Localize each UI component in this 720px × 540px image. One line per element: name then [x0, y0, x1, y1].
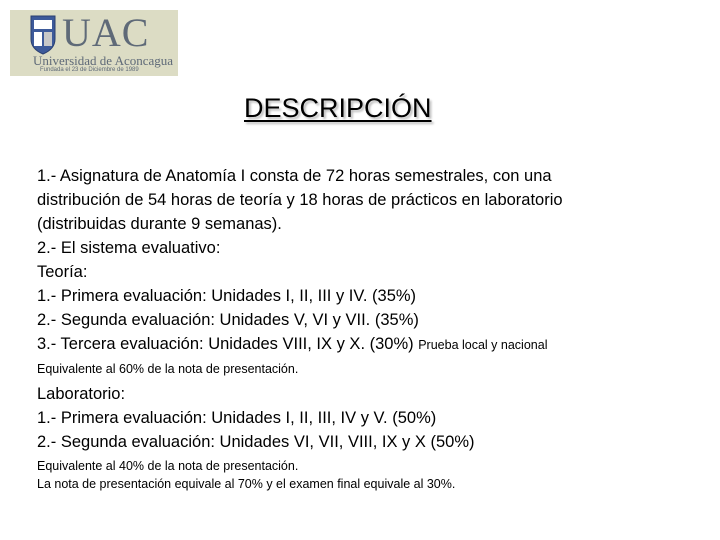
exam-type-note: Prueba local y nacional — [418, 338, 548, 352]
logo-letters: UAC — [62, 10, 150, 55]
logo-university-name: Universidad de Aconcagua — [33, 53, 174, 68]
text-line: 1.- Primera evaluación: Unidades I, II, III, IV y V. (50%) — [37, 409, 437, 427]
section-heading-teoria: Teoría: — [37, 263, 88, 281]
description-body — [37, 164, 707, 493]
university-logo — [10, 10, 178, 76]
section-heading-laboratorio: Laboratorio: — [37, 385, 126, 403]
text-line: 1.- Asignatura de Anatomía I consta de 72 horas semestrales, con una — [37, 167, 552, 185]
text-line: 2.- Segunda evaluación: Unidades VI, VII, VIII, IX y X (50%) — [37, 433, 475, 451]
text-line: 1.- Primera evaluación: Unidades I, II, III y IV. (35%) — [37, 287, 417, 305]
text-line: (distribuidas durante 9 semanas). — [37, 215, 282, 233]
text-line: 2.- Segunda evaluación: Unidades V, VI y VII. (35%) — [37, 311, 419, 329]
text-line: distribución de 54 horas de teoría y 18 horas de prácticos en laboratorio — [37, 191, 563, 209]
shield-icon — [30, 15, 56, 55]
text-line: 2.- El sistema evaluativo: — [37, 239, 221, 257]
weight-note: Equivalente al 40% de la nota de presentación. — [37, 459, 299, 473]
logo-founded-date: Fundada el 23 de Diciembre de 1989 — [40, 67, 139, 73]
weight-note: Equivalente al 60% de la nota de presentación. — [37, 362, 299, 376]
text-line-main: 3.- Tercera evaluación: Unidades VIII, IX y X. (30%) — [37, 335, 414, 353]
text-line-with-note — [37, 332, 707, 357]
page-title: DESCRIPCIÓN — [244, 93, 432, 123]
final-grade-note: La nota de presentación equivale al 70% y el examen final equivale al 30%. — [37, 477, 456, 491]
